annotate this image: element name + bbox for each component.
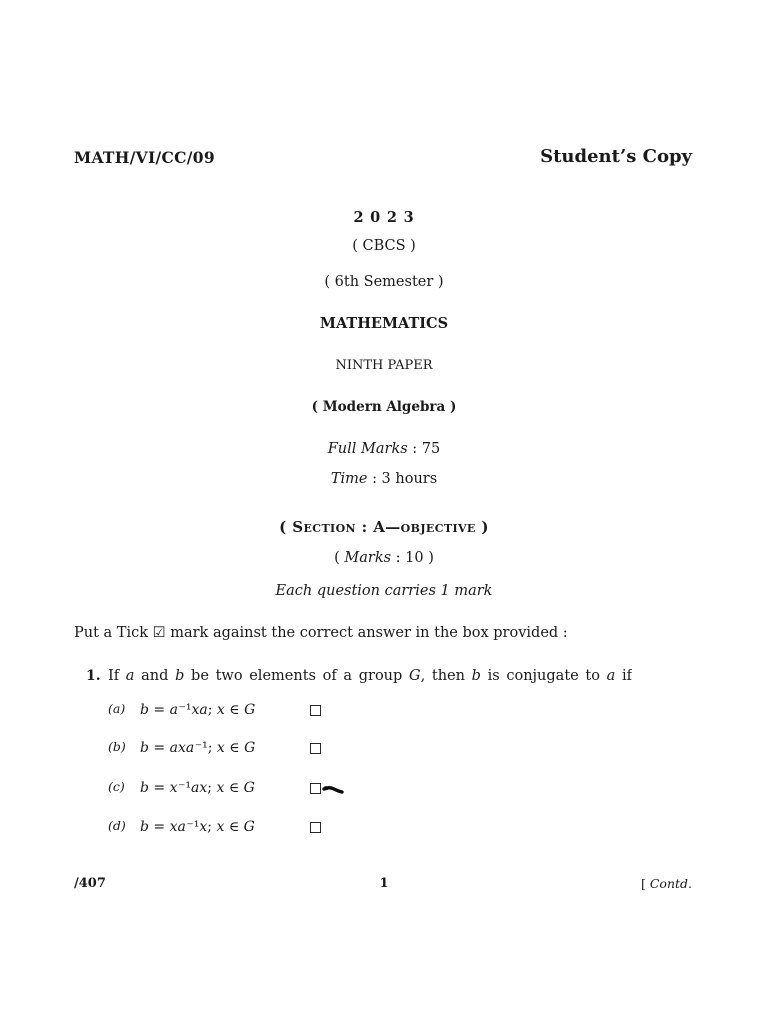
question-text-part: if [615,668,632,684]
full-marks [0,439,768,459]
option-b [0,738,768,758]
exam-subject: MATHEMATICS [319,315,449,332]
math-variable: a [185,740,195,756]
time-label: Time [330,471,368,487]
marks-open-paren: ( [334,550,340,566]
option-d [0,817,768,837]
option-formula: b = xa⁻¹x; x ∈ G [140,819,255,835]
math-variable: x [216,780,225,796]
math-variable: x [199,780,208,796]
handwritten-tick-mark [321,783,345,797]
paper-title: ( Modern Algebra ) [311,399,457,415]
math-exponent: ⁻¹ [186,819,200,835]
option-a [0,700,768,720]
math-variable: x [177,740,186,756]
math-variable: x [169,819,178,835]
footer-paper-code: /407 [74,876,106,891]
math-variable: x [199,819,208,835]
exam-year: 2 0 2 3 [353,209,415,226]
marks-label: Marks [344,550,392,566]
section-marks [0,548,768,568]
tick-blob [323,786,328,790]
full-marks-value: : 75 [412,441,441,457]
math-variable: x [191,702,200,718]
math-variable: x [216,702,225,718]
page-number: 1 [379,876,389,891]
math-variable: b [140,819,149,835]
exam-semester: ( 6th Semester ) [324,274,444,290]
question-text-part: and [134,668,176,684]
math-exponent: ⁻¹ [178,780,192,796]
option-label: (c) [108,779,125,794]
question-variable: a [606,668,616,684]
math-variable: a [191,780,200,796]
question-number: 1. [86,668,101,684]
exam-scheme: ( CBCS ) [352,238,416,254]
paper-code: MATH/VI/CC/09 [74,148,215,167]
section-heading: ( Section : A—objective ) [279,518,489,536]
exam-time [0,469,768,489]
copy-label: Student’s Copy [540,146,692,167]
question-variable: G [408,668,421,684]
question-text-part: is conjugate to [480,668,607,684]
math-variable: G [244,740,256,756]
section-note: Each question carries 1 mark [275,583,493,599]
option-formula: b = x⁻¹ax; x ∈ G [140,780,255,796]
continued-bracket: [ [640,876,646,891]
math-variable: a [169,740,178,756]
answer-checkbox[interactable] [310,783,321,794]
question-variable: a [125,668,135,684]
math-variable: b [140,740,149,756]
option-label: (d) [108,818,126,833]
question-text-part: If [108,668,126,684]
continued-note [641,874,692,894]
question-variable: b [175,668,185,684]
math-variable: G [243,780,255,796]
option-label: (b) [108,739,126,754]
math-variable: x [169,780,178,796]
exam-paper: NINTH PAPER [335,358,433,373]
option-formula: b = a⁻¹xa; x ∈ G [140,702,256,718]
question-text [108,666,632,686]
math-variable: x [216,740,225,756]
option-label: (a) [108,701,126,716]
option-formula: b = axa⁻¹; x ∈ G [140,740,256,756]
math-exponent: ⁻¹ [178,702,192,718]
question-text-part: be two elements of a group [184,668,409,684]
answer-checkbox[interactable] [310,822,321,833]
math-variable: x [216,819,225,835]
question-variable: b [471,668,481,684]
instruction-text: Put a Tick ☑ mark against the correct answer in the box provided : [74,625,568,641]
math-variable: b [140,702,149,718]
math-variable: a [199,702,208,718]
full-marks-label: Full Marks [327,441,408,457]
math-variable: G [243,819,255,835]
option-c [0,778,768,798]
math-variable: a [177,819,186,835]
marks-value: : 10 ) [395,550,434,566]
question-text-part: , then [420,668,472,684]
time-value: : 3 hours [372,471,438,487]
math-variable: a [169,702,178,718]
continued-label: Contd. [649,876,692,891]
answer-checkbox[interactable] [310,705,321,716]
math-exponent: ⁻¹ [194,740,208,756]
math-variable: G [244,702,256,718]
answer-checkbox[interactable] [310,743,321,754]
math-variable: b [140,780,149,796]
